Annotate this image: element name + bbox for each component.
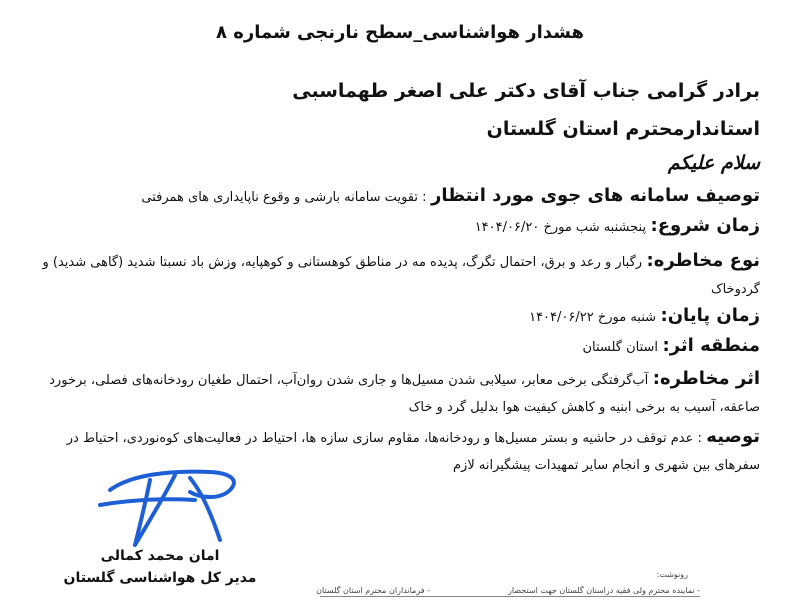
- field-end: [28, 306, 760, 328]
- field-recommendation-value: : عدم توقف در حاشیه و بستر مسیل‌ها و رودخانه‌ها، مقاوم سازی سازه ها، احتیاط در فعالیت‌های کوه‌نوردی، احتیاط در سفرهای بین شهری و انجام سایر تمهیدات پیشگیرانه لازم: [66, 431, 760, 473]
- field-end-label: زمان پایان:: [660, 305, 760, 326]
- document-title: هشدار هواشناسی_سطح نارنجی شماره ۸: [216, 22, 584, 43]
- cc-line-2: - فرمانداران محترم استان گلستان: [316, 586, 430, 595]
- field-start-label: زمان شروع:: [650, 215, 760, 236]
- handwritten-signature: [90, 450, 260, 560]
- field-hazard-value: رگبار و رعد و برق، احتمال تگرگ، پدیده مه در مناطق کوهستانی و کوهپایه، وزش باد نسبتا شدید (گاهی شدید) و گردوخاک: [42, 255, 760, 297]
- cc-label: رونوشت:: [656, 570, 688, 579]
- field-region: [28, 336, 760, 358]
- salutation: سلام علیکم: [667, 152, 760, 174]
- field-impact-label: اثر مخاطره:: [652, 368, 760, 389]
- signatory-title: مدیر کل هواشناسی گلستان: [63, 570, 257, 586]
- field-description: [28, 186, 760, 208]
- field-hazard: [28, 248, 760, 303]
- field-description-label: توصیف سامانه های جوی مورد انتظار: [430, 185, 760, 206]
- recipient-line: برادر گرامی جناب آقای دکتر علی اصغر طهماسبی: [292, 80, 760, 102]
- cc-line-1: - نماینده محترم ولی فقیه دراستان گلستان جهت استحضار: [508, 586, 700, 595]
- recipient-position: استاندارمحترم استان گلستان: [486, 118, 760, 140]
- field-end-value: شنبه مورخ ۱۴۰۴/۰۶/۲۲: [529, 310, 657, 325]
- field-region-label: منطقه اثر:: [662, 335, 760, 356]
- signatory-name: امان محمد کمالی: [100, 548, 220, 564]
- field-impact: [28, 366, 760, 421]
- footer-divider: [320, 596, 700, 597]
- field-impact-value: آب‌گرفتگی برخی معابر، سیلابی شدن مسیل‌ها و جاری شدن روان‌آب، احتمال طغیان رودخانه‌های فصلی، برخورد صاعقه، آسیب به برخی ابنیه و کاهش کیفیت هوا بدلیل گرد و خاک: [49, 373, 760, 415]
- field-description-value: : تقویت سامانه بارشی و وقوع ناپایداری های همرفتی: [141, 190, 427, 205]
- field-recommendation-label: توصیه: [706, 426, 760, 447]
- field-start: [28, 216, 760, 238]
- field-hazard-label: نوع مخاطره:: [646, 250, 760, 271]
- field-start-value: پنجشنبه شب مورخ ۱۴۰۴/۰۶/۲۰: [474, 220, 647, 235]
- field-region-value: استان گلستان: [582, 340, 659, 355]
